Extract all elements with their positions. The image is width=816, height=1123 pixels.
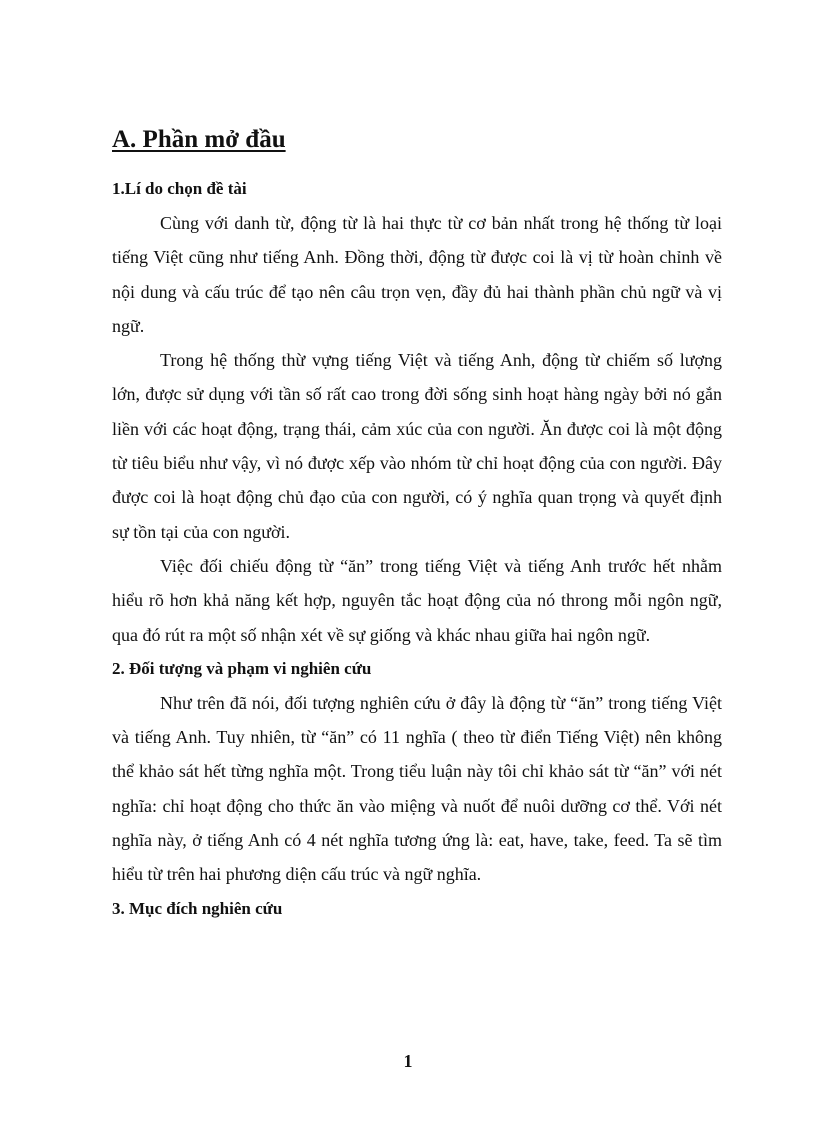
page-number: 1: [403, 1051, 413, 1071]
page-content: [112, 118, 722, 926]
section-heading-scope: 2. Đối tượng và phạm vi nghiên cứu: [112, 658, 372, 678]
chapter-title: A. Phần mở đầu: [112, 126, 286, 153]
section-heading-reason: 1.Lí do chọn đề tài: [112, 179, 247, 198]
paragraph-reason-2: Trong hệ thống thừ vựng tiếng Việt và tiếng Anh, động từ chiếm số lượng lớn, được sử dụng với tần số rất cao trong đời sống sinh hoạt hàng ngày bởi nó gắn liền với các hoạt động, trạng thái, cảm xúc của con người. Ăn được coi là một động từ tiêu biểu như vậy, vì nó được xếp vào nhóm từ chỉ hoạt động của con người. Đây được coi là hoạt động chủ đạo của con người, có ý nghĩa quan trọng và quyết định sự tồn tại của con người.: [112, 350, 722, 542]
paragraph-scope-1: Như trên đã nói, đối tượng nghiên cứu ở đây là động từ “ăn” trong tiếng Việt và tiếng Anh. Tuy nhiên, từ “ăn” có 11 nghĩa ( theo từ điển Tiếng Việt) nên không thể khảo sát hết từng nghĩa một. Trong tiểu luận này tôi chỉ khảo sát từ “ăn” với nét nghĩa: chỉ hoạt động cho thức ăn vào miệng và nuốt để nuôi dưỡng cơ thể. Với nét nghĩa này, ở tiếng Anh có 4 nét nghĩa tương ứng là: eat, have, take, feed. Ta sẽ tìm hiểu từ trên hai phương diện cấu trúc và ngữ nghĩa.: [112, 692, 722, 885]
paragraph-reason-3: Việc đối chiếu động từ “ăn” trong tiếng Việt và tiếng Anh trước hết nhằm hiểu rõ hơn khả năng kết hợp, nguyên tắc hoạt động của nó throng mỗi ngôn ngữ, qua đó rút ra một số nhận xét về sự giống và khác nhau giữa hai ngôn ngữ.: [112, 555, 722, 645]
section-heading-purpose: 3. Mục đích nghiên cứu: [112, 898, 283, 918]
paragraph-reason-1: Cùng với danh từ, động từ là hai thực từ cơ bản nhất trong hệ thống từ loại tiếng Việt cũng như tiếng Anh. Đồng thời, động từ được coi là vị từ hoàn chỉnh về nội dung và cấu trúc để tạo nên câu trọn vẹn, đầy đủ hai thành phần chủ ngữ và vị ngữ.: [112, 213, 722, 336]
